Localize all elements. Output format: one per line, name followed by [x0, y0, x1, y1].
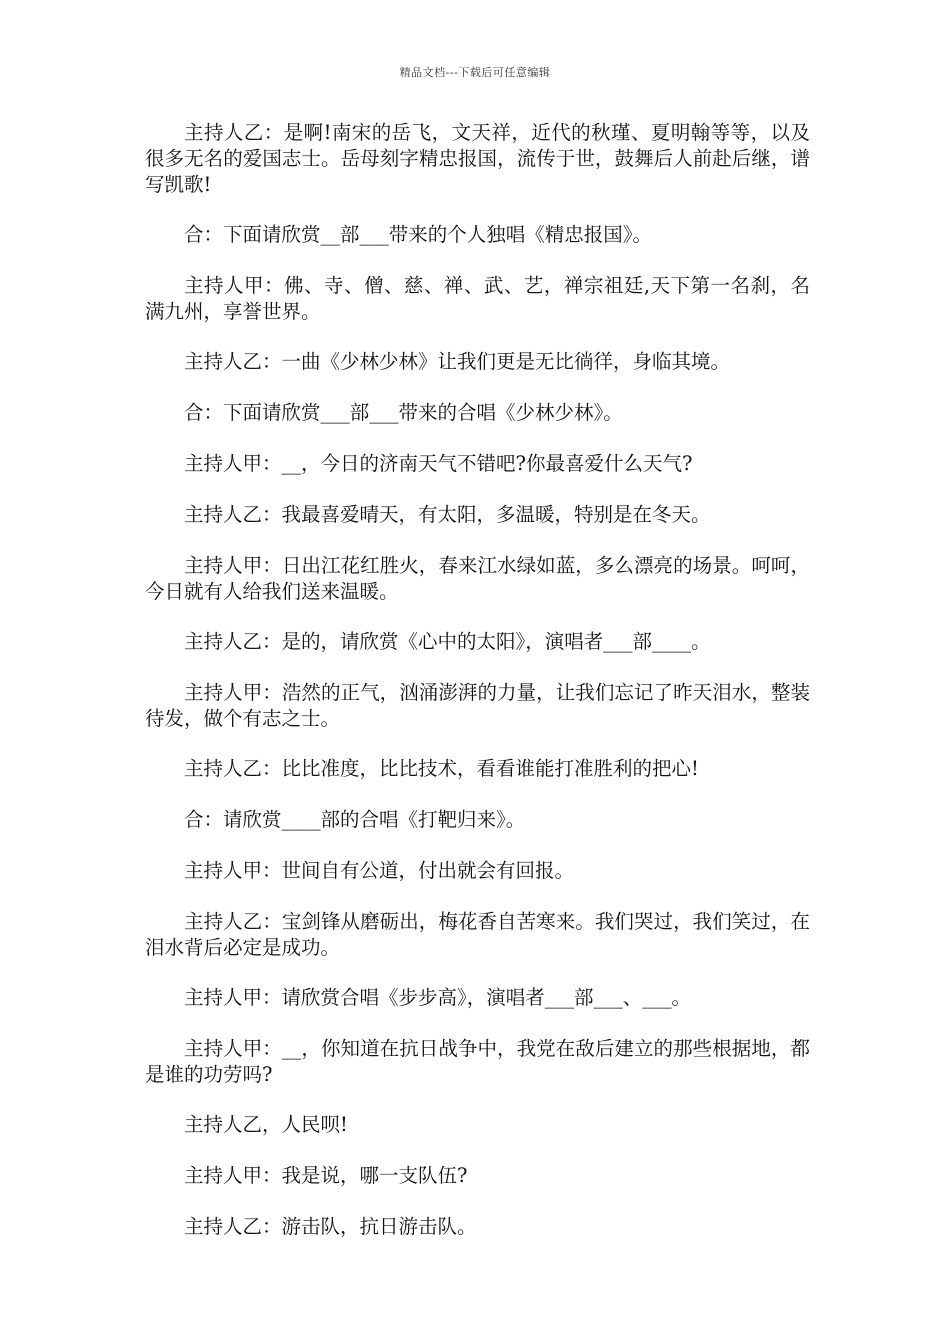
paragraph: 主持人乙：游击队，抗日游击队。 [184, 1215, 477, 1238]
paragraph: 主持人甲：__，今日的济南天气不错吧?你最喜爱什么天气? [184, 452, 693, 475]
paragraph: 主持人乙：比比准度，比比技术，看看谁能打准胜利的把心! [184, 757, 699, 780]
paragraph: 主持人乙：我最喜爱晴天，有太阳，多温暖，特别是在冬天。 [184, 503, 711, 526]
document-body [145, 120, 810, 1265]
paragraph: 主持人甲：浩然的正气，汹涌澎湃的力量，让我们忘记了昨天泪水，整装待发，做个有志之士。 [145, 681, 810, 730]
paragraph: 合：下面请欣赏___部___带来的合唱《少林少林》。 [184, 401, 623, 424]
paragraph: 主持人乙：是的，请欣赏《心中的太阳》，演唱者___部____。 [184, 630, 711, 653]
paragraph: 主持人乙：宝剑锋从磨砺出，梅花香自苦寒来。我们哭过，我们笑过，在泪水背后必定是成功。 [145, 910, 810, 959]
paragraph: 主持人乙，人民呗! [184, 1113, 348, 1136]
paragraph: 主持人甲：佛、寺、僧、慈、禅、武、艺，禅宗祖廷,天下第一名刹，名满九州，享誉世界。 [145, 274, 810, 323]
paragraph: 主持人甲：日出江花红胜火，春来江水绿如蓝，多么漂亮的场景。呵呵，今日就有人给我们送来温暖。 [145, 554, 810, 603]
paragraph: 主持人甲：__，你知道在抗日战争中，我党在敌后建立的那些根据地，都是谁的功劳吗? [145, 1037, 810, 1086]
paragraph: 主持人乙：一曲《少林少林》让我们更是无比徜徉，身临其境。 [184, 350, 731, 373]
paragraph: 主持人乙：是啊!南宋的岳飞，文天祥，近代的秋瑾、夏明翰等等，以及很多无名的爱国志士。岳母刻字精忠报国，流传于世，鼓舞后人前赴后继，谱写凯歌! [145, 121, 810, 196]
paragraph: 合：下面请欣赏__部___带来的个人独唱《精忠报国》。 [184, 223, 653, 246]
page-header: 精品文档---下载后可任意编辑 [399, 66, 551, 79]
paragraph: 主持人甲：我是说，哪一支队伍? [184, 1164, 468, 1187]
paragraph: 主持人甲：请欣赏合唱《步步高》，演唱者___部___、___。 [184, 986, 692, 1009]
paragraph: 主持人甲：世间自有公道，付出就会有回报。 [184, 859, 575, 882]
paragraph: 合：请欣赏____部的合唱《打靶归来》。 [184, 808, 526, 831]
